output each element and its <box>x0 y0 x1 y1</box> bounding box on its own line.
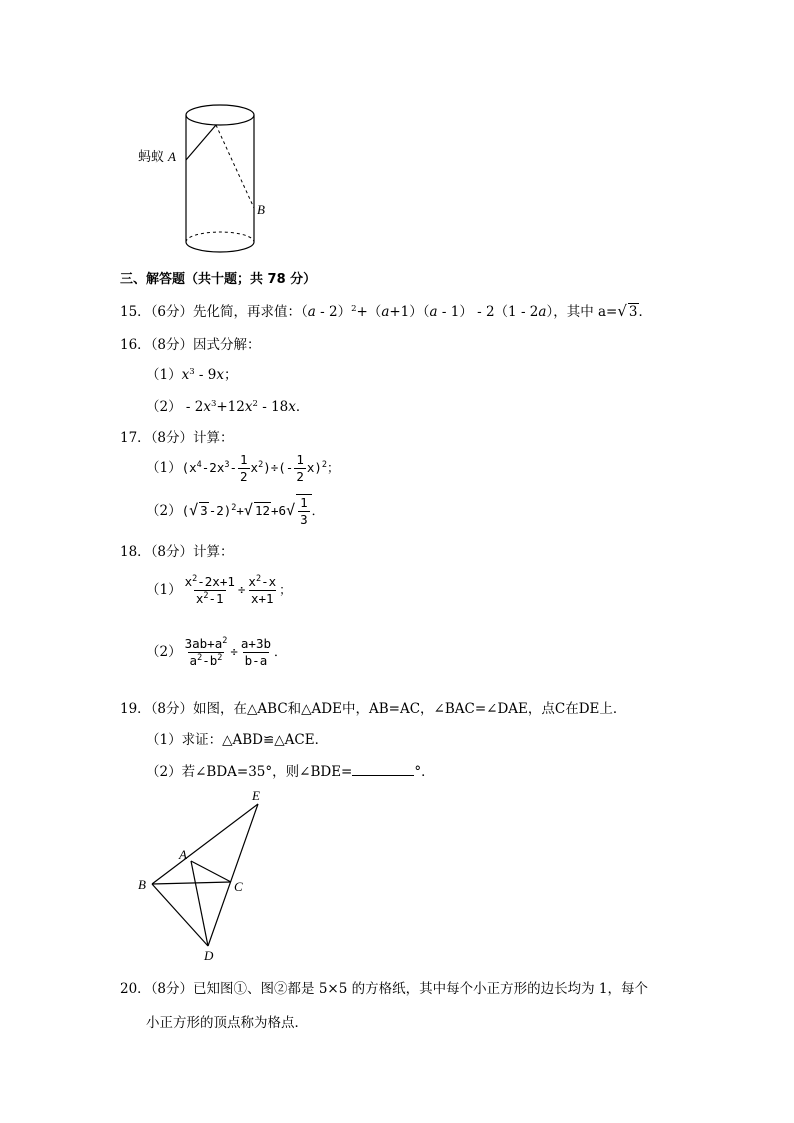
segment-ac <box>191 861 231 882</box>
label-c: C <box>234 879 243 894</box>
question-18-part-2: （2） $\frac{3ab+a^2}{a^2-b^2}$ ÷ $\frac{a+3b}{b-a}$ ． <box>146 636 287 668</box>
question-17-part-1: $(1)(x^4-2x^3-$ $\frac{1}{2}$ $x^2)\div(-$ $\frac{1}{2}$ x)$^2$； <box>146 452 340 484</box>
ant-path-solid <box>186 125 216 160</box>
cylinder-top-ellipse <box>186 105 254 125</box>
question-19-part-1: （1）求证：△ABD≌△ACE． <box>146 732 329 748</box>
question-16: 16．（8分）因式分解： <box>120 337 261 353</box>
ant-path-dashed <box>216 125 254 208</box>
cylinder-bottom-front <box>186 242 254 252</box>
triangle-figure <box>130 785 280 965</box>
label-e: E <box>252 788 260 803</box>
question-18: 18．（8分）计算： <box>120 544 234 560</box>
question-18-part-1: （1） $\frac{x^2-2x+1}{x^2-1}$ ÷ $\frac{x^2-x}{x+1}$ ； <box>146 574 292 606</box>
question-15: 15．（6分）先化简，再求值：（a - 2）$^2$+（a+1）（a - 1） - 2（1 - 2a），其中 a=√ 3． <box>120 302 653 320</box>
question-17-part-2: （2）(√ 3-2)$^2$+√ 12+6√ $\frac{1}{3}$ ． <box>146 495 325 527</box>
question-19-part-2: （2）若∠BDA=35°，则∠BDE= °． <box>146 764 435 780</box>
section-heading: 三、解答题（共十题；共 78 分） <box>120 272 317 287</box>
segment-ed <box>208 804 258 946</box>
segment-be <box>152 804 258 884</box>
point-a-label: A <box>168 149 176 164</box>
question-17: 17．（8分）计算： <box>120 430 234 446</box>
label-a: A <box>179 847 187 862</box>
label-d: D <box>204 948 214 963</box>
question-16-part-2: $(2) - 2x^3+12x^2 - 18x$． <box>146 399 310 415</box>
segment-bc <box>152 882 231 884</box>
ant-label: 蚂蚁 <box>138 150 165 165</box>
question-20: 20．（8分）已知图①、图②都是 5×5 的方格纸，其中每个小正方形的边长均为 1，每个 <box>120 981 648 997</box>
cylinder-bottom-back <box>186 232 254 242</box>
label-b: B <box>138 877 146 892</box>
question-20-line-2: 小正方形的顶点称为格点． <box>146 1015 308 1031</box>
point-b-label: B <box>257 202 265 217</box>
segment-ad <box>191 861 208 946</box>
answer-blank[interactable] <box>352 763 414 776</box>
question-19: 19．（8分）如图，在△ABC和△ADE中，AB=AC，∠BAC=∠DAE，点C在DE上． <box>120 701 627 717</box>
cylinder-figure <box>130 98 270 258</box>
segment-bd <box>152 884 208 946</box>
question-16-part-1: $(1)x^3 - 9x$； <box>146 367 238 383</box>
